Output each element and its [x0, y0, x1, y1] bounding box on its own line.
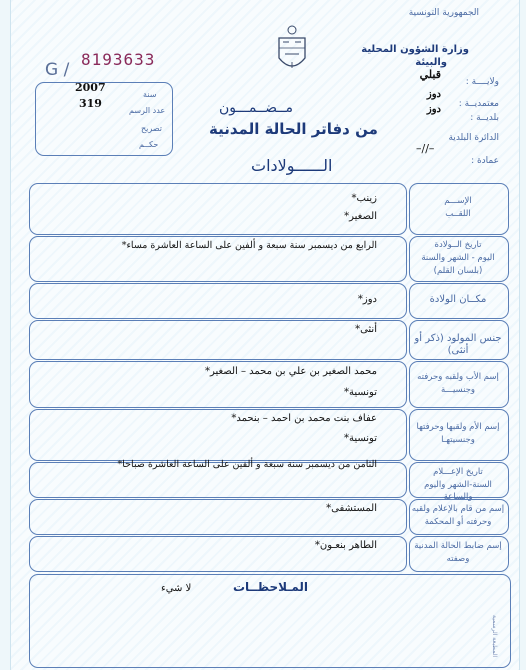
wilaya-value: قبلي	[419, 68, 441, 81]
title-births: الــــــولادات	[251, 156, 333, 175]
ministry-environment: والبيئة	[415, 57, 447, 68]
row-birth-place-value: دوز*	[357, 294, 377, 305]
omada-label: عمادة :	[471, 156, 499, 166]
row-birth-place-box	[29, 283, 407, 319]
row-mother-value: تونسية*	[343, 433, 377, 444]
delegation-value: دوز	[426, 89, 441, 100]
register-number-label: عدد الرسم	[129, 106, 166, 115]
row-birth-date-label: تاريخ الــولادة	[434, 239, 482, 250]
notes-value: لا شيء	[161, 583, 192, 594]
register-declaration-label: تصريح	[141, 124, 162, 133]
republic-name: الجمهورية التونسية	[408, 8, 479, 18]
row-father-value: تونسية*	[343, 387, 377, 398]
row-declaration-date-label: السنة-الشهر واليوم والساعة	[424, 480, 492, 502]
notes-label: المـلاحظــات	[233, 580, 308, 594]
municipal-district-label: الدائرة البلدية	[448, 133, 499, 143]
coat-of-arms-icon	[273, 24, 311, 76]
municipal-district-value: –//–	[416, 142, 435, 155]
row-sex-label: جنس المولود (ذكر أو أنثى)	[414, 332, 502, 356]
row-declaration-date-value: الثامن من ديسمبر سنة سبعة و ألفين على الساعة العاشرة صباحا*	[117, 459, 377, 470]
row-declaration-date-label: تاريخ الإعـــلام	[433, 467, 483, 477]
row-officer-label: إسم ضابط الحالة المدنية	[414, 541, 502, 551]
row-birth-date-label: (بلسان القلم)	[433, 265, 483, 276]
side-print-text: المطبعة الرسمية	[491, 615, 498, 658]
serial-number: 8193633	[81, 50, 156, 69]
row-name-label: الإســـم	[444, 196, 472, 206]
wilaya-label: ولايــــة :	[465, 77, 499, 87]
row-birth-place-label: مكــان الولادة	[429, 293, 487, 305]
row-sex-value: أنثى*	[355, 324, 377, 335]
row-name-label: اللقــب	[445, 209, 471, 219]
title-extract: مــضــمـــون	[219, 100, 293, 116]
serial-prefix: G /	[45, 60, 70, 80]
row-birth-date-value: الرابع من ديسمبر سنة سبعة و ألفين على الساعة العاشرة مساء*	[121, 240, 377, 251]
register-year-value: 2007	[75, 81, 106, 94]
delegation-label: معتمديــة :	[458, 99, 499, 109]
register-judgment-label: حكــم	[139, 140, 159, 149]
row-officer-value: الطاهر بنعـون*	[314, 540, 377, 551]
row-father-label: وجنسيـــة	[440, 384, 476, 395]
row-father-value: محمد الصغير بن علي بن محمد – الصغير*	[204, 366, 377, 377]
row-sex-box	[29, 320, 407, 360]
row-officer-label: وصفته	[446, 554, 470, 564]
row-mother-label: إسم الأم ولقبها وحرفتها	[416, 422, 500, 432]
register-number-value: 319	[79, 97, 102, 110]
row-name-box	[29, 183, 407, 235]
row-declarant-label: وحرفته أو المحكمة	[424, 517, 492, 527]
row-name-value: الصغير*	[344, 211, 377, 222]
row-birth-date-label: اليوم - الشهر والسنة	[421, 252, 495, 263]
row-father-label: إسم الأب ولقبه وحرفته	[417, 371, 499, 382]
row-declarant-label: إسم من قام بالإعلام ولقبه	[411, 504, 505, 514]
row-declarant-value: المستشفى*	[326, 503, 377, 514]
municipality-value: دوز	[426, 104, 441, 115]
municipality-label: بلديــة :	[470, 113, 499, 123]
title-civil-registry: من دفاتر الحالة المدنية	[209, 120, 378, 138]
row-mother-label: وجنسيتهـا	[441, 435, 475, 445]
birth-certificate-sheet	[10, 0, 520, 670]
register-year-label: سنة	[143, 90, 157, 99]
row-name-value: زينب*	[351, 193, 377, 204]
ministry-name: وزارة الشؤون المحلية	[361, 44, 469, 55]
row-mother-value: عفاف بنت محمد بن احمد – بنحمد*	[231, 413, 377, 424]
